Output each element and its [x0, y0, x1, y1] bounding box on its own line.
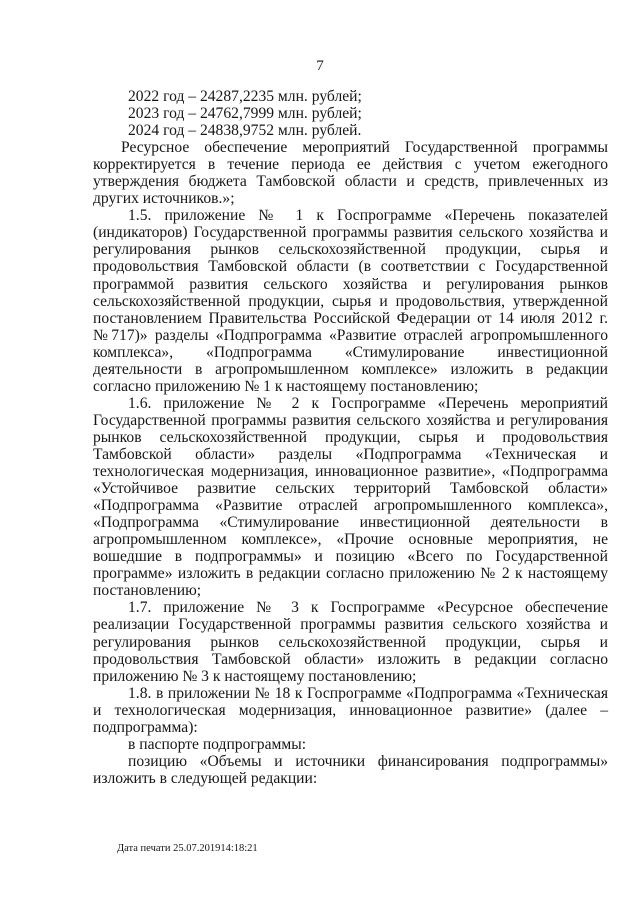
text-line: 1.5. приложение № 1 к Госпрограмме «Перечень показателей: [128, 207, 608, 225]
text-line: программе» изложить в редакции согласно приложению № 2 к настоящему: [93, 565, 608, 583]
text-line: продовольствия Тамбовской области» изложить в редакции согласно: [93, 650, 608, 668]
text-line: «Устойчивое развитие сельских территорий Тамбовской области»: [93, 480, 608, 498]
text-line: в паспорте подпрограммы:: [128, 735, 307, 753]
text-line: технологическая модернизация, инновационное развитие», «Подпрограмма: [93, 463, 608, 481]
text-line: приложению № 3 к настоящему постановлению;: [93, 667, 417, 685]
text-line: сельскохозяйственной продукции, сырья и продовольствия, утвержденной: [93, 292, 608, 310]
text-line: подпрограмма):: [93, 718, 198, 736]
print-date-footer: Дата печати 25.07.201914:18:21: [117, 843, 258, 854]
text-line: постановлением Правительства Российской Федерации от 14 июля 2012 г.: [93, 309, 608, 327]
text-line: (индикаторов) Государственной программы развития сельского хозяйства и: [93, 224, 608, 242]
text-line: постановлению;: [93, 582, 202, 600]
text-line: программой развития сельского хозяйства и регулирования рынков: [93, 275, 608, 293]
text-line: регулирования рынков сельскохозяйственной продукции, сырья и: [93, 633, 608, 651]
text-line: изложить в следующей редакции:: [93, 769, 318, 787]
text-line: Государственной программы развития сельского хозяйства и регулирования: [93, 411, 608, 429]
document-body: [93, 88, 608, 787]
text-line: корректируется в течение периода ее действия с учетом ежегодного: [93, 156, 608, 174]
text-line: «Подпрограмма «Стимулирование инвестиционной деятельности в: [93, 514, 608, 532]
text-line: Тамбовской области» разделы «Подпрограмма «Техническая и: [93, 445, 608, 463]
text-line: «Подпрограмма «Развитие отраслей агропромышленного комплекса»,: [93, 497, 608, 515]
page-number: 7: [316, 58, 324, 74]
text-line: агропромышленном комплексе», «Прочие основные мероприятия, не: [93, 531, 608, 549]
text-line: 2023 год – 24762,7999 млн. рублей;: [128, 105, 362, 123]
text-line: позицию «Объемы и источники финансирования подпрограммы»: [128, 752, 608, 770]
text-line: других источников.»;: [93, 190, 235, 208]
text-line: утверждения бюджета Тамбовской области и средств, привлеченных из: [93, 173, 608, 191]
text-line: реализации Государственной программы развития сельского хозяйства и: [93, 616, 608, 634]
text-line: 1.8. в приложении № 18 к Госпрограмме «Подпрограмма «Техническая: [128, 684, 608, 702]
text-line: Ресурсное обеспечение мероприятий Государственной программы: [121, 139, 608, 157]
text-line: 2022 год – 24287,2235 млн. рублей;: [128, 88, 362, 105]
text-line: продовольствия Тамбовской области (в соответствии с Государственной: [93, 258, 608, 276]
text-line: 1.7. приложение № 3 к Госпрограмме «Ресурсное обеспечение: [128, 599, 608, 617]
text-line: рынков сельскохозяйственной продукции, сырья и продовольствия: [93, 428, 608, 446]
text-line: согласно приложению № 1 к настоящему постановлению;: [93, 377, 479, 395]
text-line: регулирования рынков сельскохозяйственной продукции, сырья и: [93, 241, 608, 259]
text-line: комплекса», «Подпрограмма «Стимулирование инвестиционной: [93, 343, 608, 361]
text-line: деятельности в агропромышленном комплексе» изложить в редакции: [93, 360, 608, 378]
text-line: №717)» разделы «Подпрограмма «Развитие отраслей агропромышленного: [93, 326, 608, 344]
text-line: 2024 год – 24838,9752 млн. рублей.: [128, 122, 362, 140]
text-line: вошедшие в подпрограммы» и позицию «Всего по Государственной: [93, 548, 608, 566]
text-line: и технологическая модернизация, инновационное развитие» (далее –: [93, 701, 608, 719]
text-line: 1.6. приложение № 2 к Госпрограмме «Перечень мероприятий: [128, 394, 608, 412]
